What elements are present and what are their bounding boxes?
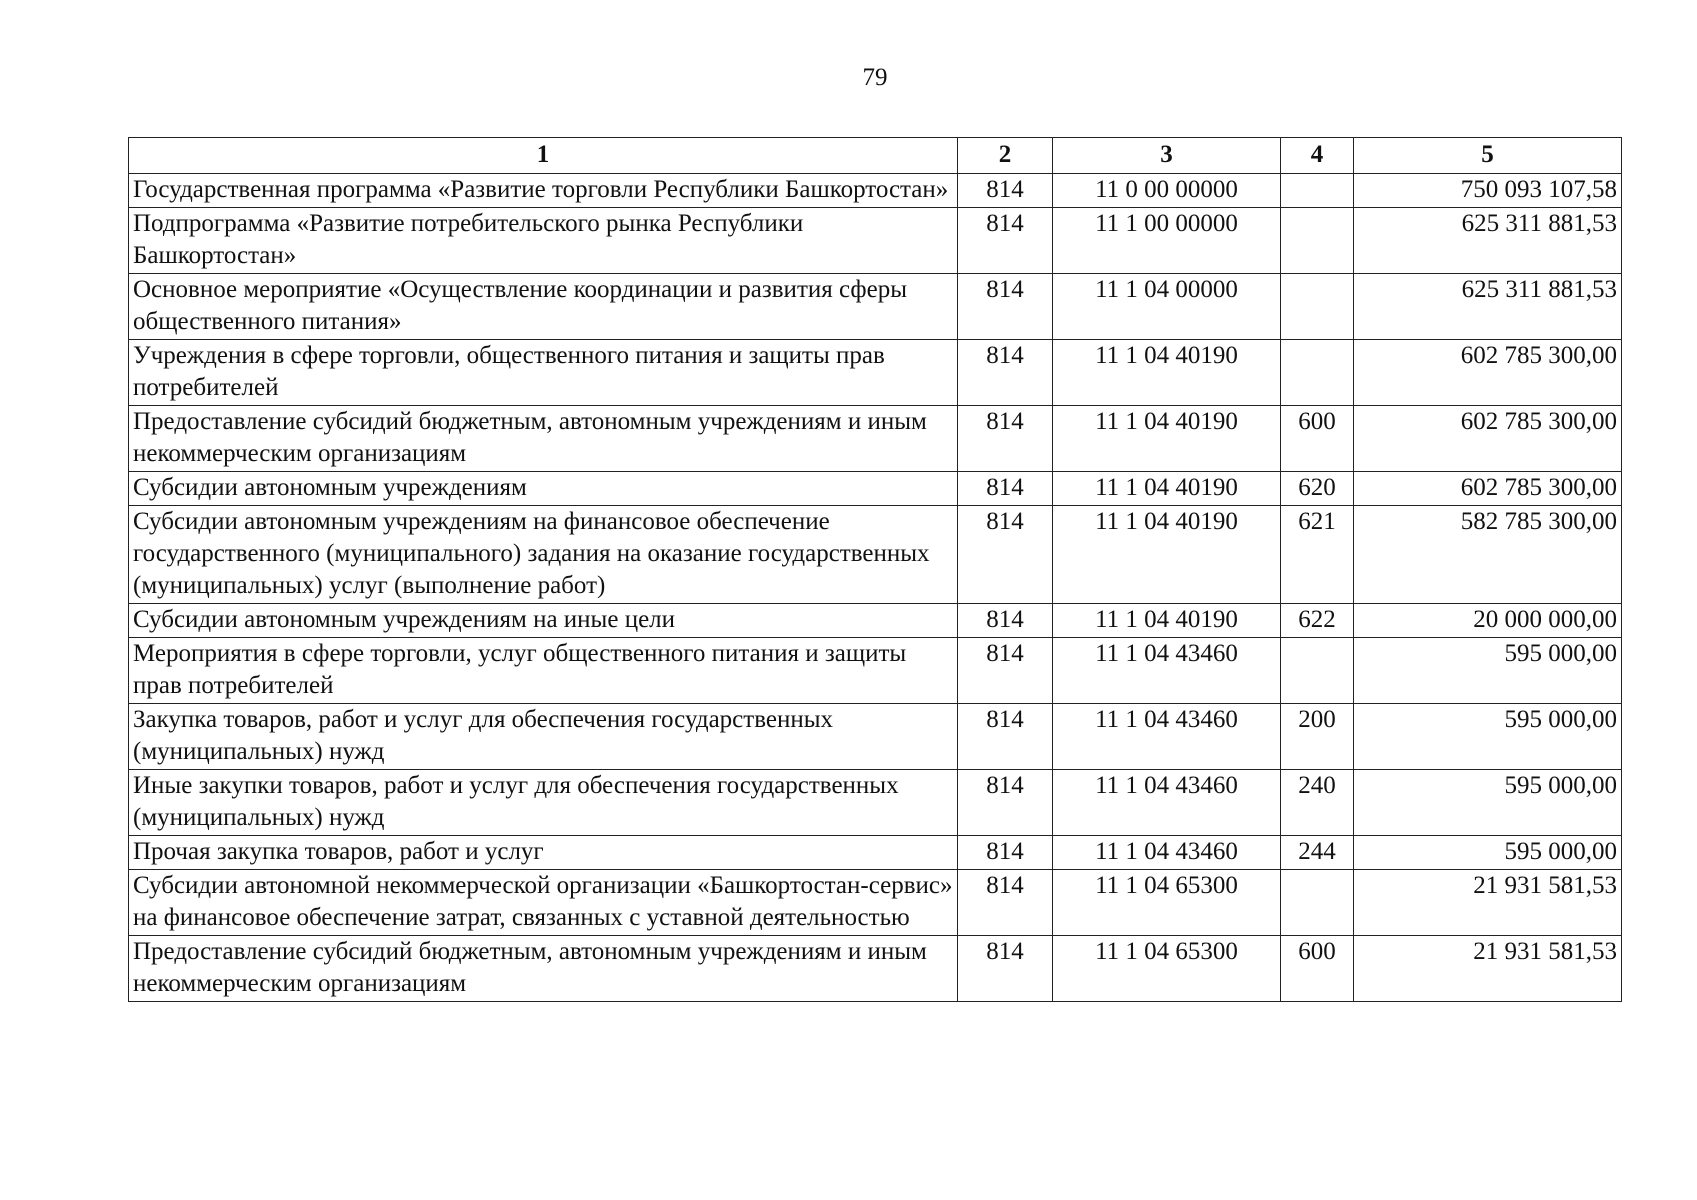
table-row: [129, 704, 1622, 770]
row-type: [1281, 174, 1354, 208]
row-name: Основное мероприятие «Осуществление координации и развития сферы общественного питания»: [129, 274, 958, 340]
row-type: [1281, 870, 1354, 936]
row-amount: 20 000 000,00: [1354, 604, 1622, 638]
table-row: [129, 638, 1622, 704]
row-amount: 602 785 300,00: [1354, 472, 1622, 506]
row-article: 11 1 04 43460: [1053, 638, 1281, 704]
column-header-5: 5: [1354, 138, 1622, 174]
row-name: Иные закупки товаров, работ и услуг для обеспечения государственных (муниципальных) нужд: [129, 770, 958, 836]
table-row: [129, 208, 1622, 274]
table-header-row: [129, 138, 1622, 174]
row-code: 814: [958, 770, 1053, 836]
table-row: [129, 274, 1622, 340]
row-type: 621: [1281, 506, 1354, 604]
table-row: [129, 506, 1622, 604]
row-code: 814: [958, 174, 1053, 208]
row-amount: 21 931 581,53: [1354, 936, 1622, 1002]
row-amount: 602 785 300,00: [1354, 406, 1622, 472]
table-row: [129, 340, 1622, 406]
table-row: [129, 604, 1622, 638]
row-type: [1281, 340, 1354, 406]
table-row: [129, 406, 1622, 472]
row-article: 11 1 00 00000: [1053, 208, 1281, 274]
row-amount: 582 785 300,00: [1354, 506, 1622, 604]
row-article: 11 1 04 65300: [1053, 870, 1281, 936]
row-name: Субсидии автономным учреждениям: [129, 472, 958, 506]
row-amount: 21 931 581,53: [1354, 870, 1622, 936]
column-header-1: 1: [129, 138, 958, 174]
row-article: 11 1 04 43460: [1053, 704, 1281, 770]
table-row: [129, 174, 1622, 208]
page-number: 79: [862, 64, 888, 91]
row-code: 814: [958, 704, 1053, 770]
row-article: 11 0 00 00000: [1053, 174, 1281, 208]
table-row: [129, 770, 1622, 836]
row-type: [1281, 638, 1354, 704]
row-name: Закупка товаров, работ и услуг для обеспечения государственных (муниципальных) нужд: [129, 704, 958, 770]
row-name: Подпрограмма «Развитие потребительского рынка Республики Башкортостан»: [129, 208, 958, 274]
row-code: 814: [958, 604, 1053, 638]
table-row: [129, 836, 1622, 870]
row-article: 11 1 04 40190: [1053, 472, 1281, 506]
row-type: 600: [1281, 406, 1354, 472]
row-code: 814: [958, 406, 1053, 472]
row-amount: 625 311 881,53: [1354, 274, 1622, 340]
table-row: [129, 870, 1622, 936]
table-row: [129, 936, 1622, 1002]
row-code: 814: [958, 870, 1053, 936]
row-type: 600: [1281, 936, 1354, 1002]
row-article: 11 1 04 43460: [1053, 770, 1281, 836]
row-article: 11 1 04 43460: [1053, 836, 1281, 870]
row-name: Субсидии автономным учреждениям на финансовое обеспечение государственного (муниципального) задания на оказание государственных (муниципальных) услуг (выполнение работ): [129, 506, 958, 604]
row-code: 814: [958, 638, 1053, 704]
row-amount: 595 000,00: [1354, 704, 1622, 770]
row-type: 244: [1281, 836, 1354, 870]
row-name: Предоставление субсидий бюджетным, автономным учреждениям и иным некоммерческим организациям: [129, 936, 958, 1002]
row-code: 814: [958, 506, 1053, 604]
row-article: 11 1 04 65300: [1053, 936, 1281, 1002]
row-name: Прочая закупка товаров, работ и услуг: [129, 836, 958, 870]
row-code: 814: [958, 208, 1053, 274]
row-article: 11 1 04 40190: [1053, 406, 1281, 472]
row-type: 240: [1281, 770, 1354, 836]
row-type: [1281, 274, 1354, 340]
row-article: 11 1 04 40190: [1053, 340, 1281, 406]
row-article: 11 1 04 40190: [1053, 604, 1281, 638]
row-code: 814: [958, 472, 1053, 506]
row-code: 814: [958, 274, 1053, 340]
row-amount: 595 000,00: [1354, 836, 1622, 870]
row-amount: 602 785 300,00: [1354, 340, 1622, 406]
row-article: 11 1 04 00000: [1053, 274, 1281, 340]
column-header-3: 3: [1053, 138, 1281, 174]
row-code: 814: [958, 340, 1053, 406]
column-header-4: 4: [1281, 138, 1354, 174]
row-type: [1281, 208, 1354, 274]
row-name: Субсидии автономной некоммерческой организации «Башкортостан-сервис» на финансовое обеспечение затрат, связанных с уставной деятельностью: [129, 870, 958, 936]
row-code: 814: [958, 936, 1053, 1002]
column-header-2: 2: [958, 138, 1053, 174]
row-type: 200: [1281, 704, 1354, 770]
row-code: 814: [958, 836, 1053, 870]
row-name: Государственная программа «Развитие торговли Республики Башкортостан»: [129, 174, 958, 208]
row-article: 11 1 04 40190: [1053, 506, 1281, 604]
table-row: [129, 472, 1622, 506]
row-name: Предоставление субсидий бюджетным, автономным учреждениям и иным некоммерческим организациям: [129, 406, 958, 472]
row-amount: 595 000,00: [1354, 638, 1622, 704]
row-name: Субсидии автономным учреждениям на иные цели: [129, 604, 958, 638]
row-amount: 625 311 881,53: [1354, 208, 1622, 274]
row-type: 622: [1281, 604, 1354, 638]
row-amount: 750 093 107,58: [1354, 174, 1622, 208]
row-name: Учреждения в сфере торговли, общественного питания и защиты прав потребителей: [129, 340, 958, 406]
row-amount: 595 000,00: [1354, 770, 1622, 836]
row-type: 620: [1281, 472, 1354, 506]
budget-table: [128, 137, 1622, 1002]
row-name: Мероприятия в сфере торговли, услуг общественного питания и защиты прав потребителей: [129, 638, 958, 704]
